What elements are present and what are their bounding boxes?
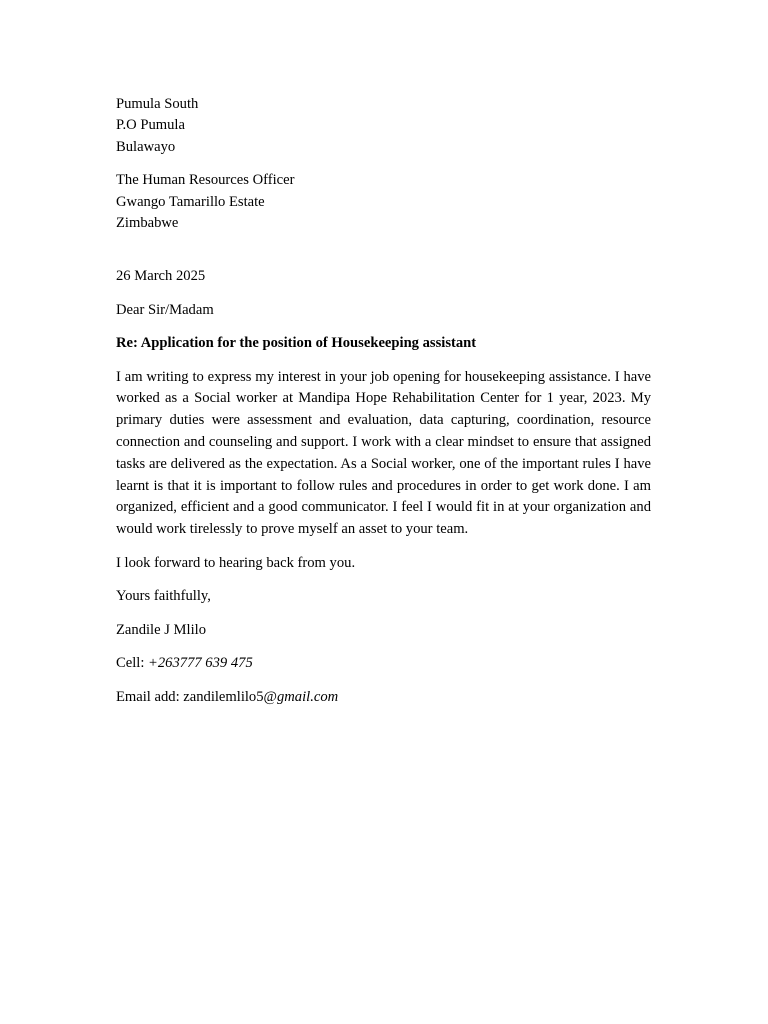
letter-date: 26 March 2025 [116, 268, 206, 285]
recipient-address-line-1: The Human Resources Officer [116, 172, 295, 189]
recipient-address-line-3: Zimbabwe [116, 215, 179, 232]
recipient-address-line-2: Gwango Tamarillo Estate [116, 193, 265, 210]
sender-address [116, 94, 651, 158]
email-label: Email add: zandilemlilo5@ [116, 688, 277, 705]
sender-address-line-1: Pumula South [116, 96, 199, 112]
sender-address-line-3: Bulawayo [116, 138, 176, 155]
letter-page [116, 94, 651, 708]
signature-name: Zandile J Mlilo [116, 621, 206, 638]
subject-line: Re: Application for the position of Housekeeping assistant [116, 335, 477, 352]
email-contact [116, 687, 651, 708]
email-domain: gmail.com [276, 688, 339, 705]
cell-label: Cell: [116, 655, 149, 672]
body-paragraph: I am writing to express my interest in your job opening for housekeeping assistance. I have worked as a Social worker at Mandipa Hope Rehabilitation Center for 1 year, 2023. My primary duties were assessment and evaluation, data capturing, coordination, resource connection and counseling and support. I work with a clear mindset to ensure that assigned tasks are delivered as the expectation. As a Social worker, one of the important rules I have learnt is that it is important to follow rules and procedures in order to get work done. I am organized, efficient and a good communicator. I feel I would fit in at your organization and would work tirelessly to prove myself an asset to your team. [116, 368, 651, 538]
closing-line: I look forward to hearing back from you. [116, 555, 356, 572]
recipient-address [116, 170, 651, 234]
sign-off: Yours faithfully, [116, 588, 211, 605]
cell-contact [116, 653, 651, 674]
cell-number: +263777 639 475 [148, 655, 253, 672]
sender-address-line-2: P.O Pumula [116, 117, 185, 134]
salutation: Dear Sir/Madam [116, 301, 214, 318]
